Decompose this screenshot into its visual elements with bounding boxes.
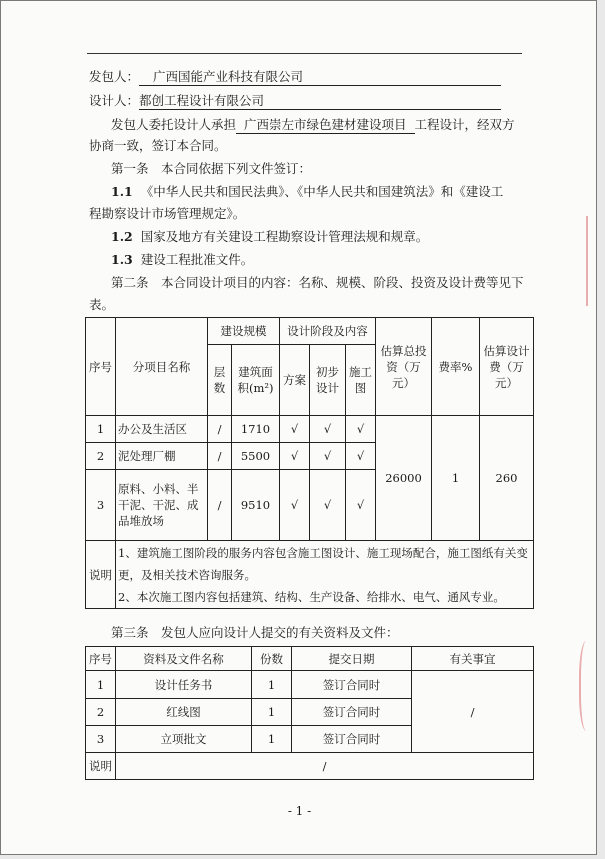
table-row: 1 设计任务书 1 签订合同时 / xyxy=(86,671,534,699)
intro-line-2: 协商一致，签订本合同。 xyxy=(89,138,227,153)
article1-item2: 1.2 国家及地方有关建设工程勘察设计管理法规和规章。 xyxy=(111,229,429,244)
article1-item3: 1.3 建设工程批准文件。 xyxy=(111,252,254,267)
stamp-mark-icon xyxy=(586,216,598,306)
th-area: 建筑面积(m²) xyxy=(232,345,280,416)
note-text: 1、建筑施工图阶段的服务内容包含施工图设计、施工现场配合，施工图纸有关变更，及相关技术咨询服务。 2、本次施工图内容包括建筑、结构、生产设备、给排水、电气、通风专业。 xyxy=(116,541,534,609)
rate-value: 1 xyxy=(432,416,480,541)
table-row: 3 原料、小料、半干泥、干泥、成品堆放场 / 9510 √ √ √ xyxy=(86,470,534,541)
th-scale: 建设规模 xyxy=(208,318,280,345)
article2-title: 第二条 本合同设计项目的内容：名称、规模、阶段、投资及设计费等见下 xyxy=(111,275,524,290)
th-invest: 估算总投资（万元） xyxy=(376,318,432,416)
th-prelim: 初步设计 xyxy=(310,345,346,416)
th-construct: 施工图 xyxy=(346,345,376,416)
th2-date: 提交日期 xyxy=(292,647,412,671)
designer-name: 都创工程设计有限公司 xyxy=(139,93,501,110)
th-floors: 层数 xyxy=(208,345,232,416)
project-name: 广西崇左市绿色建材建设项目 xyxy=(236,117,415,134)
note-label: 说明 xyxy=(86,541,116,609)
page-number: - 1 - xyxy=(287,804,312,818)
article2-title-cont: 表。 xyxy=(89,297,115,312)
employer-label: 发包人： xyxy=(89,69,140,84)
th-rate: 费率% xyxy=(432,318,480,416)
design-scope-table xyxy=(85,317,534,609)
th2-no: 序号 xyxy=(86,647,116,671)
notes-value: / xyxy=(412,671,534,753)
th2-count: 份数 xyxy=(252,647,292,671)
table-row: 3 立项批文 1 签订合同时 xyxy=(86,726,534,753)
article1-item1-cont: 程勘察设计市场管理规定》。 xyxy=(89,206,246,221)
th-scheme: 方案 xyxy=(280,345,310,416)
th2-name: 资料及文件名称 xyxy=(116,647,252,671)
th2-notes: 有关事宜 xyxy=(412,647,534,671)
fee-value: 260 xyxy=(480,416,534,541)
employer-line xyxy=(89,69,529,86)
intro-line: 发包人委托设计人承担 广西崇左市绿色建材建设项目 工程设计，经双方 xyxy=(111,117,515,132)
note-row xyxy=(86,541,534,609)
table-row: 2 红线图 1 签订合同时 xyxy=(86,699,534,726)
table-row: 2 泥处理厂棚 / 5500 √ √ √ xyxy=(86,443,534,470)
th-fee: 估算设计费（万元） xyxy=(480,318,534,416)
employer-name: 广西国能产业科技有限公司 xyxy=(139,69,501,86)
materials-table xyxy=(85,646,534,780)
th-name: 分项目名称 xyxy=(116,318,208,416)
designer-label: 设计人： xyxy=(89,93,140,108)
th-stage: 设计阶段及内容 xyxy=(280,318,376,345)
article1-title: 第一条 本合同依据下列文件签订： xyxy=(111,161,312,176)
invest-value: 26000 xyxy=(376,416,432,541)
table-row: 1 办公及生活区 / 1710 √ √ √ 26000 1 260 xyxy=(86,416,534,443)
top-rule xyxy=(87,53,522,54)
note2-label: 说明 xyxy=(86,753,116,780)
note2-value: / xyxy=(116,753,534,780)
stamp-mark-icon xyxy=(579,641,597,731)
note-row xyxy=(86,753,534,780)
th-no: 序号 xyxy=(86,318,116,416)
article1-item1: 1.1 《中华人民共和国民法典》、《中华人民共和国建筑法》和《建设工 xyxy=(111,184,504,199)
article3-title: 第三条 发包人应向设计人提交的有关资料及文件： xyxy=(111,625,399,640)
designer-line xyxy=(89,93,529,110)
